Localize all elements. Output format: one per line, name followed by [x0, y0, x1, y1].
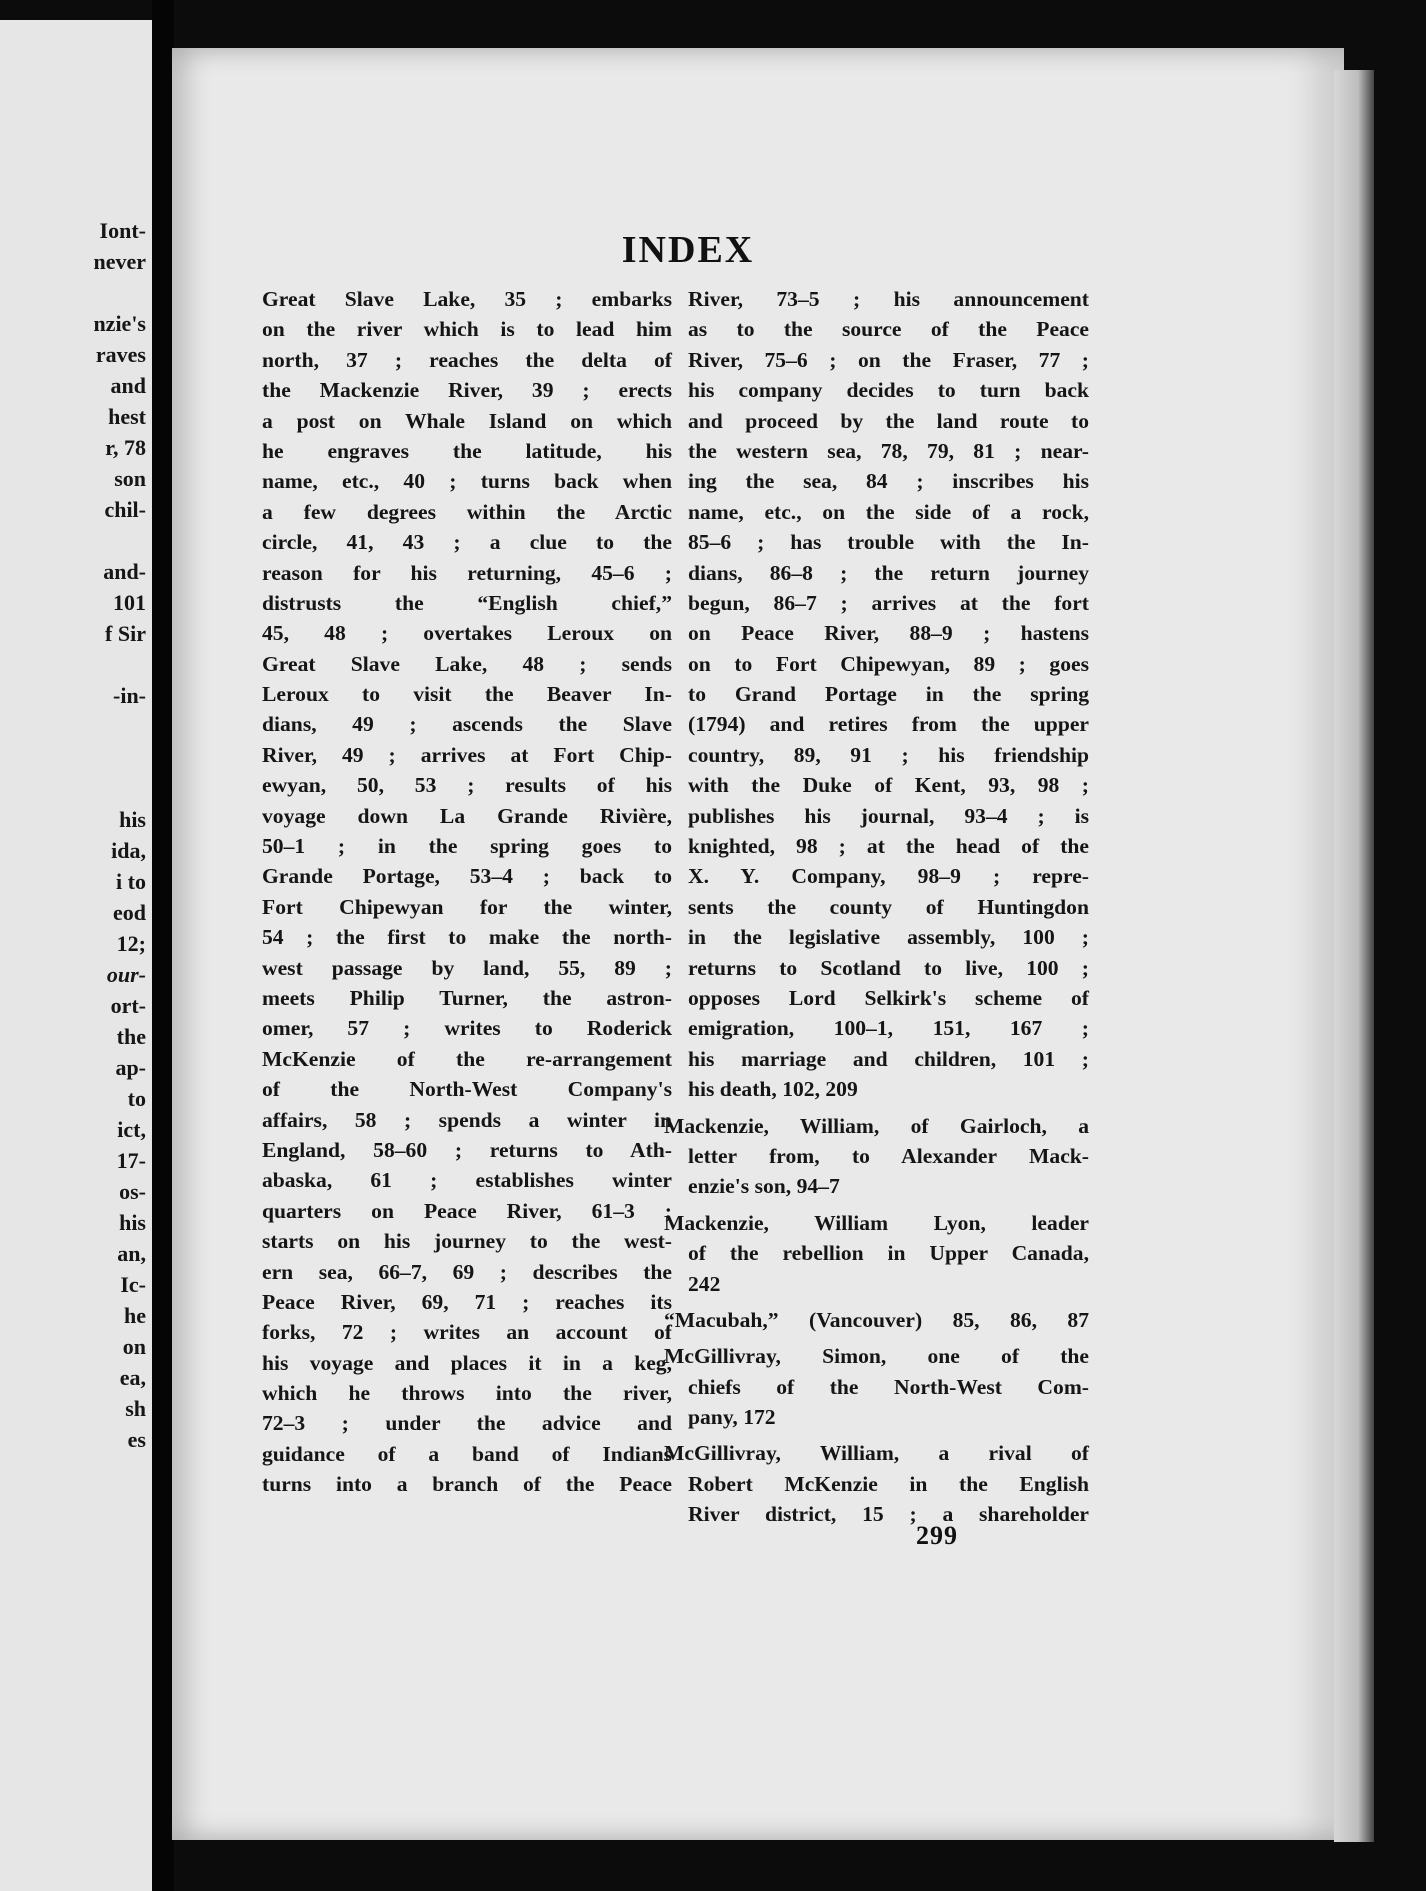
facing-page-line: eod [113, 900, 146, 925]
index-line: Grande Portage, 53–4 ; back to [262, 864, 672, 889]
index-column-left [262, 284, 672, 1500]
facing-page-line [0, 277, 146, 308]
facing-page-line: f Sir [105, 621, 146, 646]
index-line: as to the source of the Peace [688, 317, 1089, 342]
index-line: Peace River, 69, 71 ; reaches its [262, 1289, 672, 1314]
index-line: returns to Scotland to live, 100 ; [688, 955, 1089, 980]
facing-page-line: sh [125, 1396, 146, 1421]
index-line: guidance of a band of Indians [262, 1441, 672, 1466]
index-line: his marriage and children, 101 ; [688, 1046, 1089, 1071]
index-line: 72–3 ; under the advice and [262, 1411, 672, 1436]
index-line: on to Fort Chipewyan, 89 ; goes [688, 651, 1089, 676]
index-heading-text: INDEX [621, 229, 755, 271]
index-line: with the Duke of Kent, 93, 98 ; [688, 773, 1089, 798]
facing-page-line: chil- [104, 497, 146, 522]
index-line: Mackenzie, William, of Gairloch, a [664, 1113, 1089, 1138]
facing-page-line: his [119, 1210, 146, 1235]
index-column-right [664, 284, 1089, 1530]
index-line: England, 58–60 ; returns to Ath- [262, 1137, 672, 1162]
index-line: enzie's son, 94–7 [688, 1174, 840, 1199]
facing-page-line: es [127, 1427, 146, 1452]
index-line: knighted, 98 ; at the head of the [688, 834, 1089, 859]
index-line: pany, 172 [688, 1405, 776, 1430]
index-line: his voyage and places it in a keg, [262, 1350, 672, 1375]
index-line: 242 [688, 1271, 721, 1296]
index-line: voyage down La Grande Rivière, [262, 803, 672, 828]
index-line: (1794) and retires from the upper [688, 712, 1089, 737]
page-number: 299 [916, 1521, 958, 1550]
facing-page-line: ea, [119, 1365, 146, 1390]
facing-page-line: and [110, 373, 146, 398]
facing-page-line: -in- [113, 683, 146, 708]
index-line: opposes Lord Selkirk's scheme of [688, 985, 1089, 1010]
facing-page-line: son [114, 466, 146, 491]
facing-page-line [0, 742, 146, 773]
index-line: a few degrees within the Arctic [262, 499, 672, 524]
index-line: Mackenzie, William Lyon, leader [664, 1210, 1089, 1235]
facing-page-line: nzie's [93, 311, 146, 336]
index-line: begun, 86–7 ; arrives at the fort [688, 590, 1089, 615]
index-line: 45, 48 ; overtakes Leroux on [262, 621, 672, 646]
index-line: west passage by land, 55, 89 ; [262, 955, 672, 980]
facing-page-line: raves [95, 342, 146, 367]
facing-page-fragment [0, 20, 152, 1891]
facing-page-line [0, 773, 146, 804]
facing-page-line: Ic- [120, 1272, 146, 1297]
index-line: River, 75–6 ; on the Fraser, 77 ; [688, 347, 1089, 372]
facing-page-line: ort- [110, 993, 146, 1018]
facing-page-line: his [119, 807, 146, 832]
index-line: name, etc., 40 ; turns back when [262, 469, 672, 494]
facing-page-line: 101 [113, 590, 146, 615]
facing-page-line [0, 525, 146, 556]
facing-page-line: hest [108, 404, 146, 429]
facing-page-line: to [127, 1086, 146, 1111]
index-line: X. Y. Company, 98–9 ; repre- [688, 864, 1089, 889]
index-line: circle, 41, 43 ; a clue to the [262, 530, 672, 555]
page-edge-shadow [1334, 70, 1374, 1842]
index-line: meets Philip Turner, the astron- [262, 985, 672, 1010]
index-line: River district, 15 ; a shareholder [688, 1502, 1089, 1527]
index-line: dians, 49 ; ascends the Slave [262, 712, 672, 737]
facing-page-line: os- [119, 1179, 146, 1204]
index-line: to Grand Portage in the spring [688, 682, 1089, 707]
facing-page-line: i to [116, 869, 146, 894]
index-line: McKenzie of the re-arrangement [262, 1046, 672, 1071]
facing-page-line: Iont- [99, 218, 146, 243]
index-line: the western sea, 78, 79, 81 ; near- [688, 438, 1089, 463]
index-line: he engraves the latitude, his [262, 438, 672, 463]
index-line: reason for his returning, 45–6 ; [262, 560, 672, 585]
index-line: chiefs of the North-West Com- [688, 1374, 1089, 1399]
index-line: a post on Whale Island on which [262, 408, 672, 433]
index-line: 50–1 ; in the spring goes to [262, 834, 672, 859]
index-line: affairs, 58 ; spends a winter in [262, 1107, 672, 1132]
index-line: publishes his journal, 93–4 ; is [688, 803, 1089, 828]
index-line: emigration, 100–1, 151, 167 ; [688, 1016, 1089, 1041]
index-line: ewyan, 50, 53 ; results of his [262, 773, 672, 798]
index-line: his death, 102, 209 [688, 1077, 858, 1102]
index-line: 85–6 ; has trouble with the In- [688, 530, 1089, 555]
index-line: which he throws into the river, [262, 1381, 672, 1406]
index-line: River, 49 ; arrives at Fort Chip- [262, 742, 672, 767]
facing-page-line: the [116, 1024, 146, 1049]
facing-page-line: 17- [116, 1148, 146, 1173]
index-line: Great Slave Lake, 35 ; embarks [262, 287, 672, 311]
facing-page-text [0, 215, 146, 1455]
index-line: starts on his journey to the west- [262, 1229, 672, 1254]
index-line: on the river which is to lead him [262, 317, 672, 342]
index-line: dians, 86–8 ; the return journey [688, 560, 1089, 585]
index-line: ern sea, 66–7, 69 ; describes the [262, 1259, 672, 1284]
facing-page-line: ida, [111, 838, 146, 863]
index-line: omer, 57 ; writes to Roderick [262, 1016, 672, 1041]
index-line: Great Slave Lake, 48 ; sends [262, 651, 672, 676]
facing-page-line: ap- [115, 1055, 146, 1080]
index-line: “Macubah,” (Vancouver) 85, 86, 87 [664, 1307, 1089, 1332]
index-line: in the legislative assembly, 100 ; [688, 925, 1089, 950]
facing-page-line [0, 649, 146, 680]
index-line: forks, 72 ; writes an account of [262, 1320, 672, 1345]
facing-page-line: he [124, 1303, 146, 1328]
index-line: country, 89, 91 ; his friendship [688, 742, 1089, 767]
index-line: his company decides to turn back [688, 378, 1089, 403]
facing-page-line: our- [106, 962, 146, 987]
index-line: north, 37 ; reaches the delta of [262, 347, 672, 372]
index-line: on Peace River, 88–9 ; hastens [688, 621, 1089, 646]
facing-page-line: an, [117, 1241, 146, 1266]
facing-page-line: and- [103, 559, 146, 584]
index-line: Fort Chipewyan for the winter, [262, 894, 672, 919]
index-line: and proceed by the land route to [688, 408, 1089, 433]
index-line: name, etc., on the side of a rock, [688, 499, 1089, 524]
index-line: McGillivray, Simon, one of the [664, 1344, 1089, 1369]
index-line: of the North-West Company's [262, 1077, 672, 1102]
index-line: McGillivray, William, a rival of [664, 1441, 1089, 1466]
index-line: abaska, 61 ; establishes winter [262, 1168, 672, 1193]
index-line: 54 ; the first to make the north- [262, 925, 672, 950]
index-line: River, 73–5 ; his announcement [688, 287, 1089, 311]
index-heading [0, 228, 1426, 272]
facing-page-line: never [93, 249, 146, 274]
facing-page-line: r, 78 [105, 435, 146, 460]
index-line: letter from, to Alexander Mack- [688, 1143, 1089, 1168]
facing-page-line: ict, [117, 1117, 146, 1142]
facing-page-line: on [122, 1334, 146, 1359]
facing-page-line [0, 711, 146, 742]
index-line: Robert McKenzie in the English [688, 1471, 1089, 1496]
facing-page-line: 12; [116, 931, 146, 956]
index-line: distrusts the “English chief,” [262, 590, 672, 615]
index-line: sents the county of Huntingdon [688, 894, 1089, 919]
index-line: turns into a branch of the Peace [262, 1472, 672, 1497]
index-line: of the rebellion in Upper Canada, [688, 1241, 1089, 1266]
index-line: the Mackenzie River, 39 ; erects [262, 378, 672, 403]
book-gutter [152, 0, 174, 1891]
index-line: Leroux to visit the Beaver In- [262, 682, 672, 707]
index-line: ing the sea, 84 ; inscribes his [688, 469, 1089, 494]
index-line: quarters on Peace River, 61–3 ; [262, 1198, 672, 1223]
